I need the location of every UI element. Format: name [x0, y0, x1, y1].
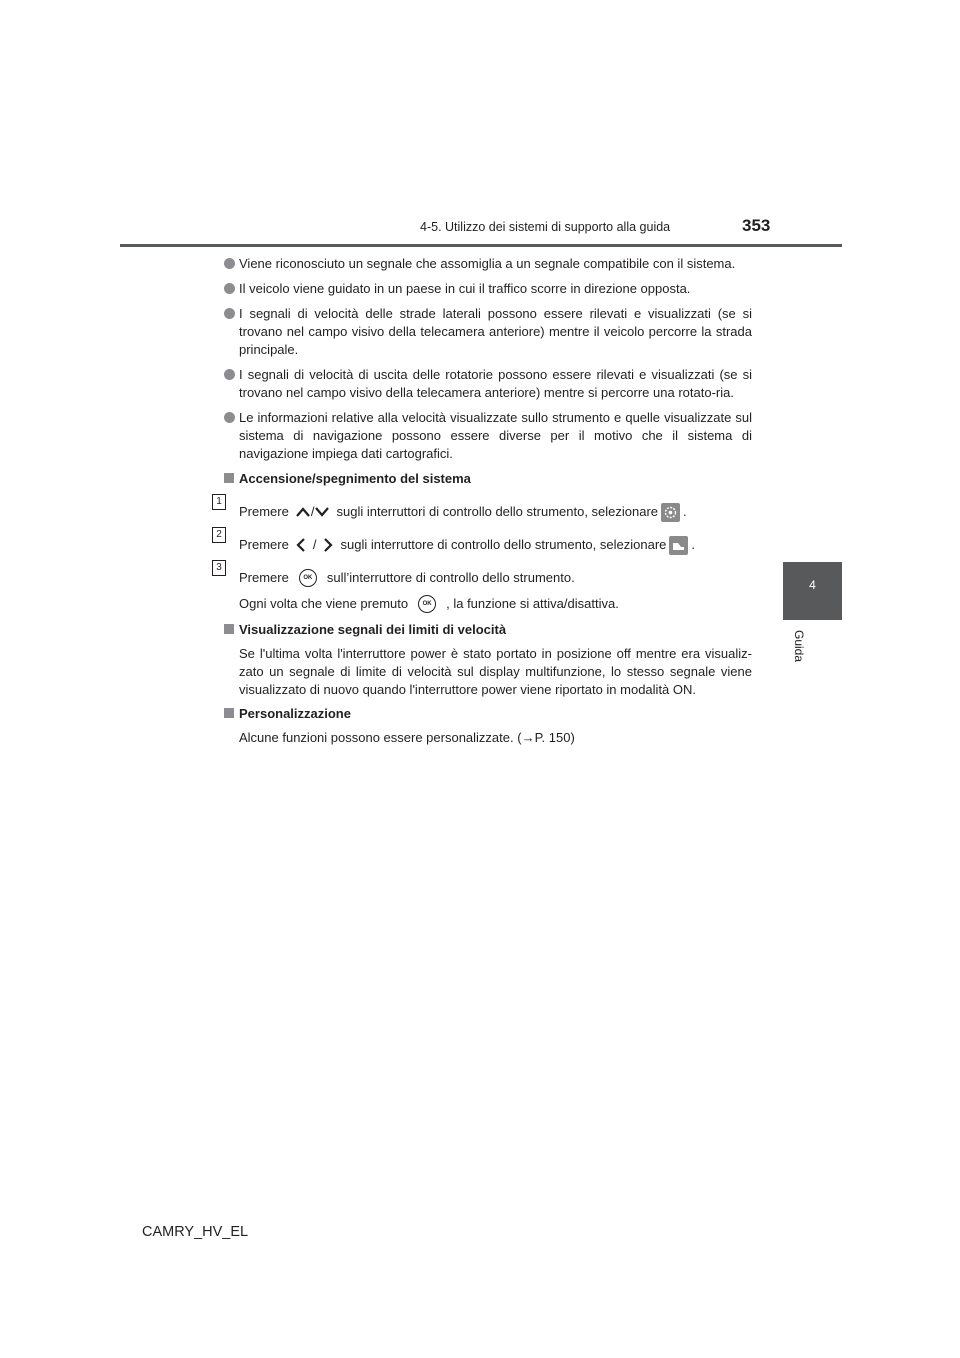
ok-button-icon: OK: [299, 569, 317, 587]
chevron-down-icon: [314, 506, 330, 518]
bullet-item: Viene riconosciuto un segnale che assomiglia a un segnale compatibile con il sistema.: [222, 255, 752, 273]
page-content: [216, 255, 752, 753]
heading-square-icon: [224, 708, 234, 718]
footer-manual-code: CAMRY_HV_EL: [142, 1224, 249, 1240]
bullet-dot-icon: [224, 412, 235, 423]
section-heading-speed-signs: Visualizzazione segnali dei limiti di velocità: [222, 621, 752, 639]
step-1: 1 Premere / sugli interruttori di controllo dello strumento, selezionare .: [222, 502, 752, 522]
arrow-right-icon: →: [521, 730, 535, 745]
bullet-dot-icon: [224, 369, 235, 380]
bullet-dot-icon: [224, 258, 235, 269]
header-section-title: 4-5. Utilizzo dei sistemi di supporto alla guida: [420, 220, 671, 234]
bullet-item: Il veicolo viene guidato in un paese in cui il traffico scorre in direzione opposta.: [222, 280, 752, 298]
heading-square-icon: [224, 473, 234, 483]
heading-square-icon: [224, 624, 234, 634]
chevron-left-icon: [295, 537, 307, 553]
speed-signs-paragraph: Se l'ultima volta l'interruttore power è stato portato in posizione off mentre era visualiz-zato un segnale di limite di velocità sul display multifunzione, lo stesso segnale viene visualizzato di nuovo quando l'interruttore power viene riportato in modalità ON.: [239, 646, 752, 697]
bullet-item: I segnali di velocità delle strade laterali possono essere rilevati e visualizzati (se si trovano nel campo visivo della telecamera anteriore) mentre il veicolo percorre la strada principale.: [222, 305, 752, 359]
settings-gear-icon: [661, 503, 680, 522]
section-heading-customization: Personalizzazione: [222, 705, 752, 723]
chapter-tab-number: 4: [809, 578, 816, 592]
customization-paragraph: Alcune funzioni possono essere personalizzate. (→P. 150): [239, 730, 575, 745]
step-number-box: 2: [212, 527, 226, 543]
chevron-right-icon: [322, 537, 334, 553]
step-2: 2 Premere / sugli interruttore di controllo dello strumento, selezionare .: [222, 535, 752, 555]
page-reference-link[interactable]: P. 150): [534, 730, 575, 745]
ok-button-icon: OK: [418, 595, 436, 613]
header-divider: [120, 244, 842, 247]
chapter-tab-label: Guida: [792, 630, 806, 663]
step-number-box: 3: [212, 560, 226, 576]
chevron-up-icon: [295, 506, 311, 518]
page-number: 353: [742, 216, 771, 235]
step-number-box: 1: [212, 494, 226, 510]
section-heading-onoff: Accensione/spegnimento del sistema: [222, 470, 752, 488]
bullet-dot-icon: [224, 283, 235, 294]
bullet-dot-icon: [224, 308, 235, 319]
step-note: Ogni volta che viene premuto OK , la funzione si attiva/disattiva.: [239, 596, 619, 611]
step-3: 3 Premere OK sull’interruttore di controllo dello strumento.: [222, 568, 752, 588]
bullet-item: Le informazioni relative alla velocità visualizzate sullo strumento e quelle visualizzate sul sistema di navigazione possono essere diverse per il motivo che il sistema di navigazione impiega dati cartografici.: [222, 409, 752, 463]
chapter-tab[interactable]: [783, 562, 842, 620]
vehicle-settings-icon: [669, 536, 688, 555]
bullet-item: I segnali di velocità di uscita delle rotatorie possono essere rilevati e visualizzati (se si trovano nel campo visivo della telecamera anteriore) mentre si percorre una rotato-ria.: [222, 366, 752, 402]
